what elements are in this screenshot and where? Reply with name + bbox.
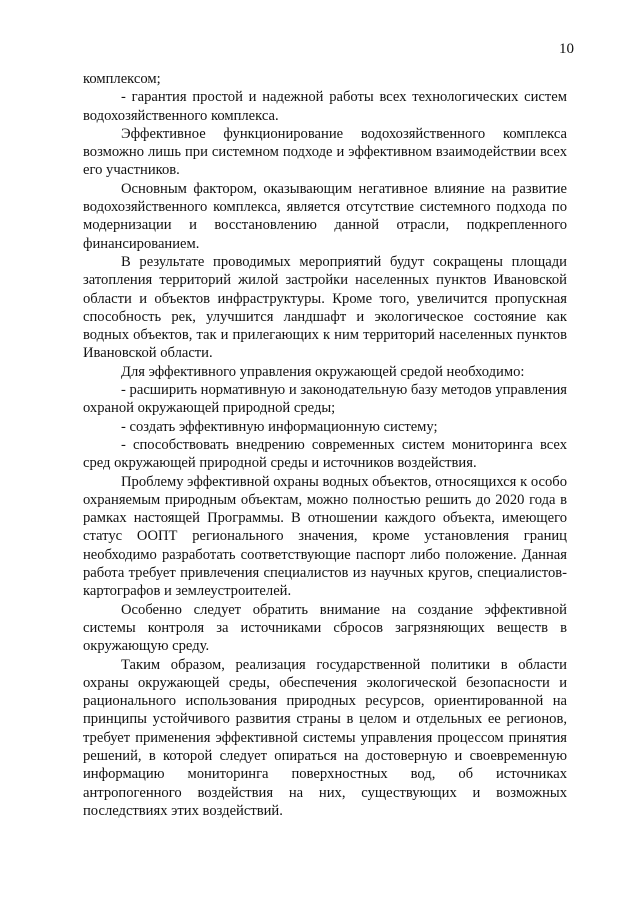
paragraph-main-factor: Основным фактором, оказывающим негативное влияние на развитие водохозяйственного комплекса, является отсутствие системного подхода по модернизации и восстановлению данной отрасли, подкрепленного финансированием. — [83, 180, 567, 252]
paragraph-bullet-monitoring: - способствовать внедрению современных систем мониторинга всех сред окружающей природной среды и источников воздействия. — [83, 436, 567, 472]
paragraph-bullet-reliability: - гарантия простой и надежной работы всех технологических систем водохозяйственного комплекса. — [83, 89, 567, 124]
paragraph-conclusion: Таким образом, реализация государственной политики в области охраны окружающей среды, обеспечения экологической безопасности и рационального использования природных ресурсов, ориентированной на принципы устойчивого развития страны в целом и отдельных ее регионов, требует применения эффективной системы управления процессом принятия решений, в которой следует опираться на достоверную и своевременную информацию мониторинга поверхностных вод, об источниках антропогенного воздействия на них, существующих и возможных последствиях этих воздействий. — [83, 656, 567, 819]
paragraph-results: В результате проводимых мероприятий будут сокращены площади затопления территорий жилой застройки населенных пунктов Ивановской области и объектов инфраструктуры. Кроме того, увеличится пропускная способность рек, улучшится ландшафт и экологическое состояние как водных объектов, так и прилегающих к ним территорий населенных пунктов Ивановской области. — [83, 253, 567, 362]
document-body — [83, 70, 567, 820]
paragraph-continuation: комплексом; — [83, 71, 161, 87]
paragraph-control-system: Особенно следует обратить внимание на создание эффективной системы контроля за источниками сбросов загрязняющих веществ в окружающую среду. — [83, 601, 567, 655]
paragraph-bullet-regulatory: - расширить нормативную и законодательную базу методов управления охраной окружающей природной среды; — [83, 382, 567, 417]
paragraph-bullet-information-system: - создать эффективную информационную систему; — [121, 418, 438, 435]
page-number: 10 — [559, 41, 574, 57]
paragraph-effective-functioning: Эффективное функционирование водохозяйственного комплекса возможно лишь при системном подходе и эффективном взаимодействии всех его участников. — [83, 125, 567, 179]
paragraph-protected-objects: Проблему эффективной охраны водных объектов, относящихся к особо охраняемым природным объектам, можно полностью решить до 2020 года в рамках настоящей Программы. В отношении каждого объекта, имеющего статус ООПТ регионального значения, кроме установления границ необходимо разработать соответствующие паспорт либо положение. Данная работа требует привлечения специалистов из научных кругов, специалистов-картографов и землеустроителей. — [83, 473, 567, 600]
paragraph-management-intro: Для эффективного управления окружающей средой необходимо: — [121, 363, 525, 380]
